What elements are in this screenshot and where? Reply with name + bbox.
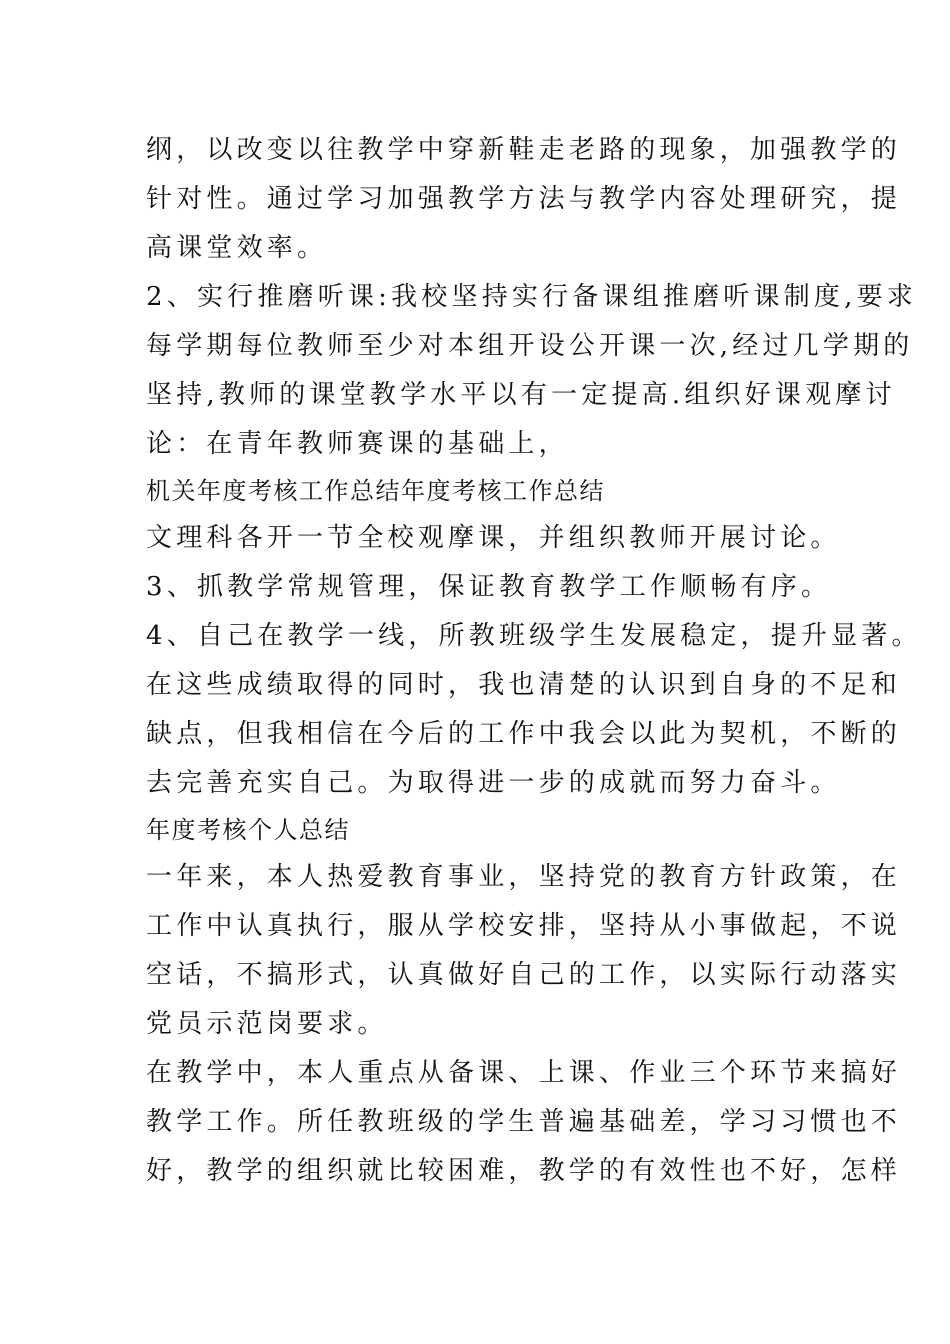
text-line: 高课堂效率。 [146,233,328,263]
text-line: 文理科各开一节全校观摩课，并组织教师开展讨论。 [146,523,841,553]
paragraph-item-3 [146,563,832,612]
text-line: 好，教学的组织就比较困难，教学的有效性也不好，怎样 [146,1156,902,1186]
paragraph-observation-class [146,514,841,563]
text-line: 工作中认真执行，服从学校安排，坚持从小事做起，不说 [146,911,902,941]
text-line: 教学工作。所任教班级的学生普遍基础差，学习习惯也不 [146,1107,902,1137]
text-line: 空话，不搞形式，认真做好自己的工作，以实际行动落实 [146,960,902,990]
section-heading-2 [146,808,810,853]
text-line: 一年来，本人热爱教育事业，坚持党的教育方针政策，在 [146,862,902,892]
paragraph-curriculum [146,126,902,273]
text-line: 论：在青年教师赛课的基础上， [146,429,569,459]
text-line: 纲，以改变以往教学中穿新鞋走老路的现象，加强教学的 [146,135,902,165]
paragraph-year-summary [146,853,902,1049]
text-line: 4、自己在教学一线，所教班级学生发展稳定，提升显著。 [146,621,922,651]
text-line: 坚持,教师的课堂教学水平以有一定提高.组织好课观摩讨 [146,380,896,410]
paragraph-item-2 [146,273,917,469]
text-line: 在这些成绩取得的同时，我也清楚的认识到自身的不足和 [146,670,902,700]
text-line: 党员示范岗要求。 [146,1009,388,1039]
text-line: 去完善充实自己。为取得进一步的成就而努力奋斗。 [146,768,841,798]
text-line: 针对性。通过学习加强教学方法与教学内容处理研究，提 [146,184,902,214]
section-heading-1 [146,469,810,514]
paragraph-item-4 [146,612,922,661]
text-line: 缺点，但我相信在今后的工作中我会以此为契机，不断的 [146,719,902,749]
paragraph-reflection [146,661,902,808]
text-line: 3、抓教学常规管理，保证教育教学工作顺畅有序。 [146,572,832,602]
paragraph-teaching [146,1049,902,1196]
heading-text: 年度考核个人总结 [146,816,350,844]
heading-text: 机关年度考核工作总结年度考核工作总结 [146,477,605,505]
text-line: 在教学中，本人重点从备课、上课、作业三个环节来搞好 [146,1058,902,1088]
text-line: 2、实行推磨听课:我校坚持实行备课组推磨听课制度,要求 [146,282,917,312]
text-line: 每学期每位教师至少对本组开设公开课一次,经过几学期的 [146,331,914,361]
document-body [146,126,922,1196]
